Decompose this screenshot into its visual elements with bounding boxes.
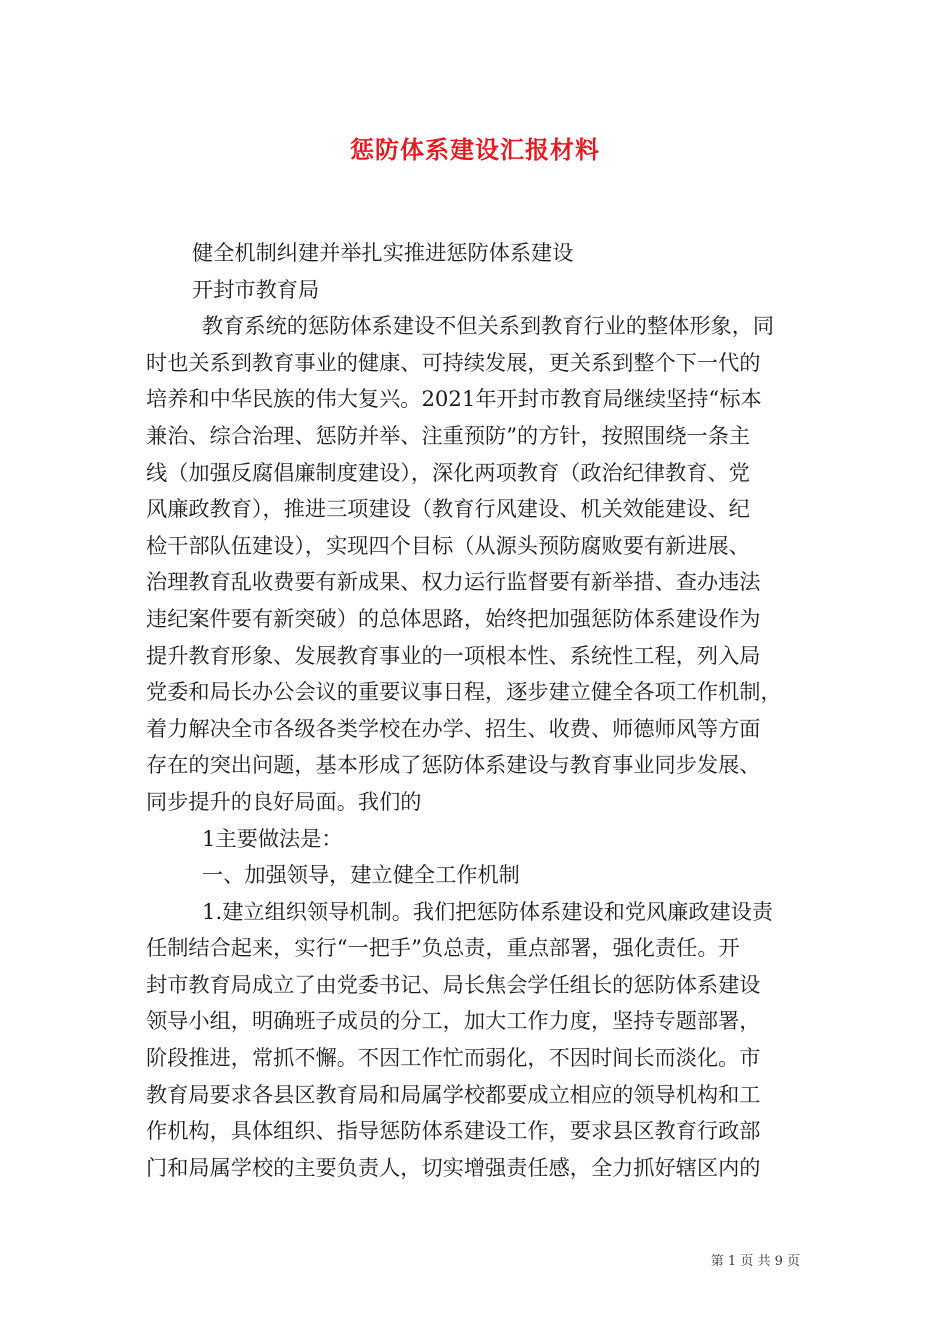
- paragraph-line: 存在的突出问题，基本形成了惩防体系建设与教育事业同步发展、: [146, 752, 761, 778]
- paragraph-line: 风廉政教育），推进三项建设（教育行风建设、机关效能建设、纪: [146, 496, 750, 522]
- paragraph-line: 门和局属学校的主要负责人，切实增强责任感，全力抓好辖区内的: [146, 1154, 761, 1180]
- paragraph-line: 兼治、综合治理、惩防并举、注重预防”的方针，按照围绕一条主: [146, 422, 751, 448]
- paragraph-2: [146, 894, 810, 1187]
- document-author: 开封市教育局: [192, 276, 320, 302]
- paragraph-line: 同步提升的良好局面。我们的: [146, 788, 422, 814]
- paragraph-line: 违纪案件要有新突破）的总体思路，始终把加强惩防体系建设作为: [146, 605, 761, 631]
- paragraph-line: 阶段推进，常抓不懈。不因工作忙而弱化，不因时间长而淡化。市: [146, 1045, 761, 1071]
- document-subtitle: 健全机制纠建并举扎实推进惩防体系建设: [192, 240, 574, 265]
- paragraph-line: 着力解决全市各级各类学校在办学、招生、收费、师德师风等方面: [146, 715, 761, 741]
- paragraph-line: 教育系统的惩防体系建设不但关系到教育行业的整体形象，同: [202, 313, 775, 339]
- paragraph-line: 检干部队伍建设），实现四个目标（从源头预防腐败要有新进展、: [146, 532, 750, 558]
- paragraph-line: 治理教育乱收费要有新成果、权力运行监督要有新举措、查办违法: [146, 569, 761, 595]
- paragraph-line: 作机构，具体组织、指导惩防体系建设工作，要求县区教育行政部: [146, 1118, 761, 1144]
- paragraph-line: 时也关系到教育事业的健康、可持续发展，更关系到整个下一代的: [146, 349, 761, 375]
- document-title: 惩防体系建设汇报材料: [350, 135, 600, 164]
- paragraph-line: 线（加强反腐倡廉制度建设），深化两项教育（政治纪律教育、党: [146, 459, 750, 485]
- paragraph-line: 任制结合起来，实行“一把手”负总责，重点部署，强化责任。开: [146, 935, 740, 961]
- section-heading: 一、加强领导，建立健全工作机制: [202, 862, 520, 888]
- page-number: 第 1 页 共 9 页: [710, 1254, 800, 1269]
- paragraph-1: [146, 308, 810, 820]
- paragraph-line: 1.建立组织领导机制。我们把惩防体系建设和党风廉政建设责: [202, 898, 774, 924]
- paragraph-line: 党委和局长办公会议的重要议事日程，逐步建立健全各项工作机制，: [146, 679, 782, 705]
- paragraph-line: 领导小组，明确班子成员的分工，加大工作力度，坚持专题部署，: [146, 1008, 761, 1034]
- paragraph-line: 教育局要求各县区教育局和局属学校都要成立相应的领导机构和工: [146, 1081, 761, 1107]
- document-body: [146, 235, 810, 1186]
- main-practices-label: 1主要做法是：: [202, 825, 343, 851]
- paragraph-line: 提升教育形象、发展教育事业的一项根本性、系统性工程，列入局: [146, 642, 761, 668]
- paragraph-line: 培养和中华民族的伟大复兴。2021年开封市教育局继续坚持“标本: [146, 386, 762, 412]
- paragraph-line: 封市教育局成立了由党委书记、局长焦会学任组长的惩防体系建设: [146, 971, 761, 997]
